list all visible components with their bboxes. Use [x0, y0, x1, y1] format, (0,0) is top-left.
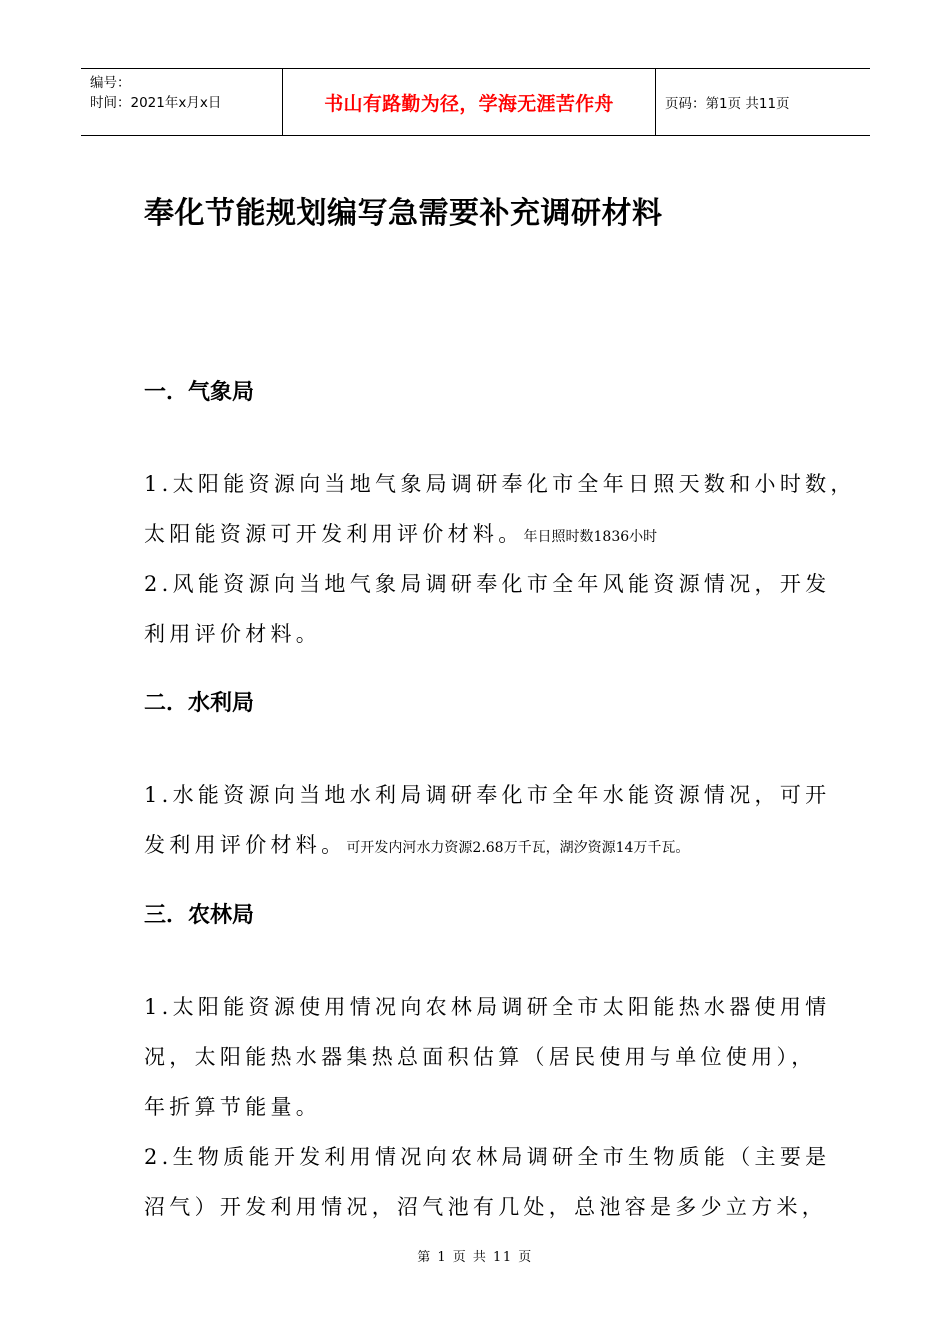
- paragraph-line: [144, 829, 689, 859]
- header-meta-cell: [81, 69, 283, 135]
- paragraph-line: [144, 1091, 321, 1121]
- document-time-label: 时间：2021年x月x日: [90, 95, 222, 111]
- inline-note: 年日照时数1836小时: [523, 529, 658, 545]
- paragraph-line: [144, 991, 830, 1021]
- line-text: 沼气）开发利用情况，沼气池有几处，总池容是多少立方米，: [144, 1195, 828, 1219]
- paragraph-line: [144, 468, 856, 498]
- line-text: 2.生物质能开发利用情况向农林局调研全市生物质能（主要是: [144, 1145, 831, 1169]
- header-page-info: 页码：第1页 共11页: [665, 96, 790, 112]
- line-text: 利用评价材料。: [144, 622, 322, 646]
- line-text: 太阳能资源可开发利用评价材料。: [144, 522, 524, 546]
- line-text: 发利用评价材料。: [144, 833, 347, 857]
- paragraph-line: [144, 568, 830, 598]
- paragraph-line: [144, 1191, 827, 1221]
- paragraph-line: [144, 779, 830, 809]
- paragraph-line: [144, 518, 657, 548]
- line-text: 1.太阳能资源使用情况向农林局调研全市太阳能热水器使用情: [144, 995, 831, 1019]
- inline-note: 可开发内河水力资源2.68万千瓦，湖汐资源14万千瓦。: [346, 840, 690, 856]
- document-number-label: 编号：: [90, 75, 131, 91]
- line-text: 年折算节能量。: [144, 1095, 322, 1119]
- header-page-cell: [656, 69, 870, 135]
- document-title: 奉化节能规划编写急需要补充调研材料: [144, 196, 663, 231]
- line-text: 况，太阳能热水器集热总面积估算（居民使用与单位使用），: [144, 1045, 817, 1069]
- line-text: 1.水能资源向当地水利局调研奉化市全年水能资源情况，可开: [144, 783, 831, 807]
- line-text: 2.风能资源向当地气象局调研奉化市全年风能资源情况，开发: [144, 572, 831, 596]
- header-motto: 书山有路勤为径，学海无涯苦作舟: [324, 92, 614, 115]
- line-text: 1.太阳能资源向当地气象局调研奉化市全年日照天数和小时数，: [144, 472, 856, 496]
- document-header-table: [81, 68, 870, 136]
- header-motto-cell: [283, 69, 656, 135]
- paragraph-line: [144, 618, 321, 648]
- page-footer: 第 1 页 共 11 页: [417, 1250, 533, 1265]
- section-heading-meteorology: 一．气象局: [144, 380, 255, 405]
- section-heading-agriculture-forestry: 三．农林局: [144, 903, 255, 928]
- paragraph-line: [144, 1141, 830, 1171]
- section-heading-water-resources: 二．水利局: [144, 691, 255, 716]
- paragraph-line: [144, 1041, 817, 1071]
